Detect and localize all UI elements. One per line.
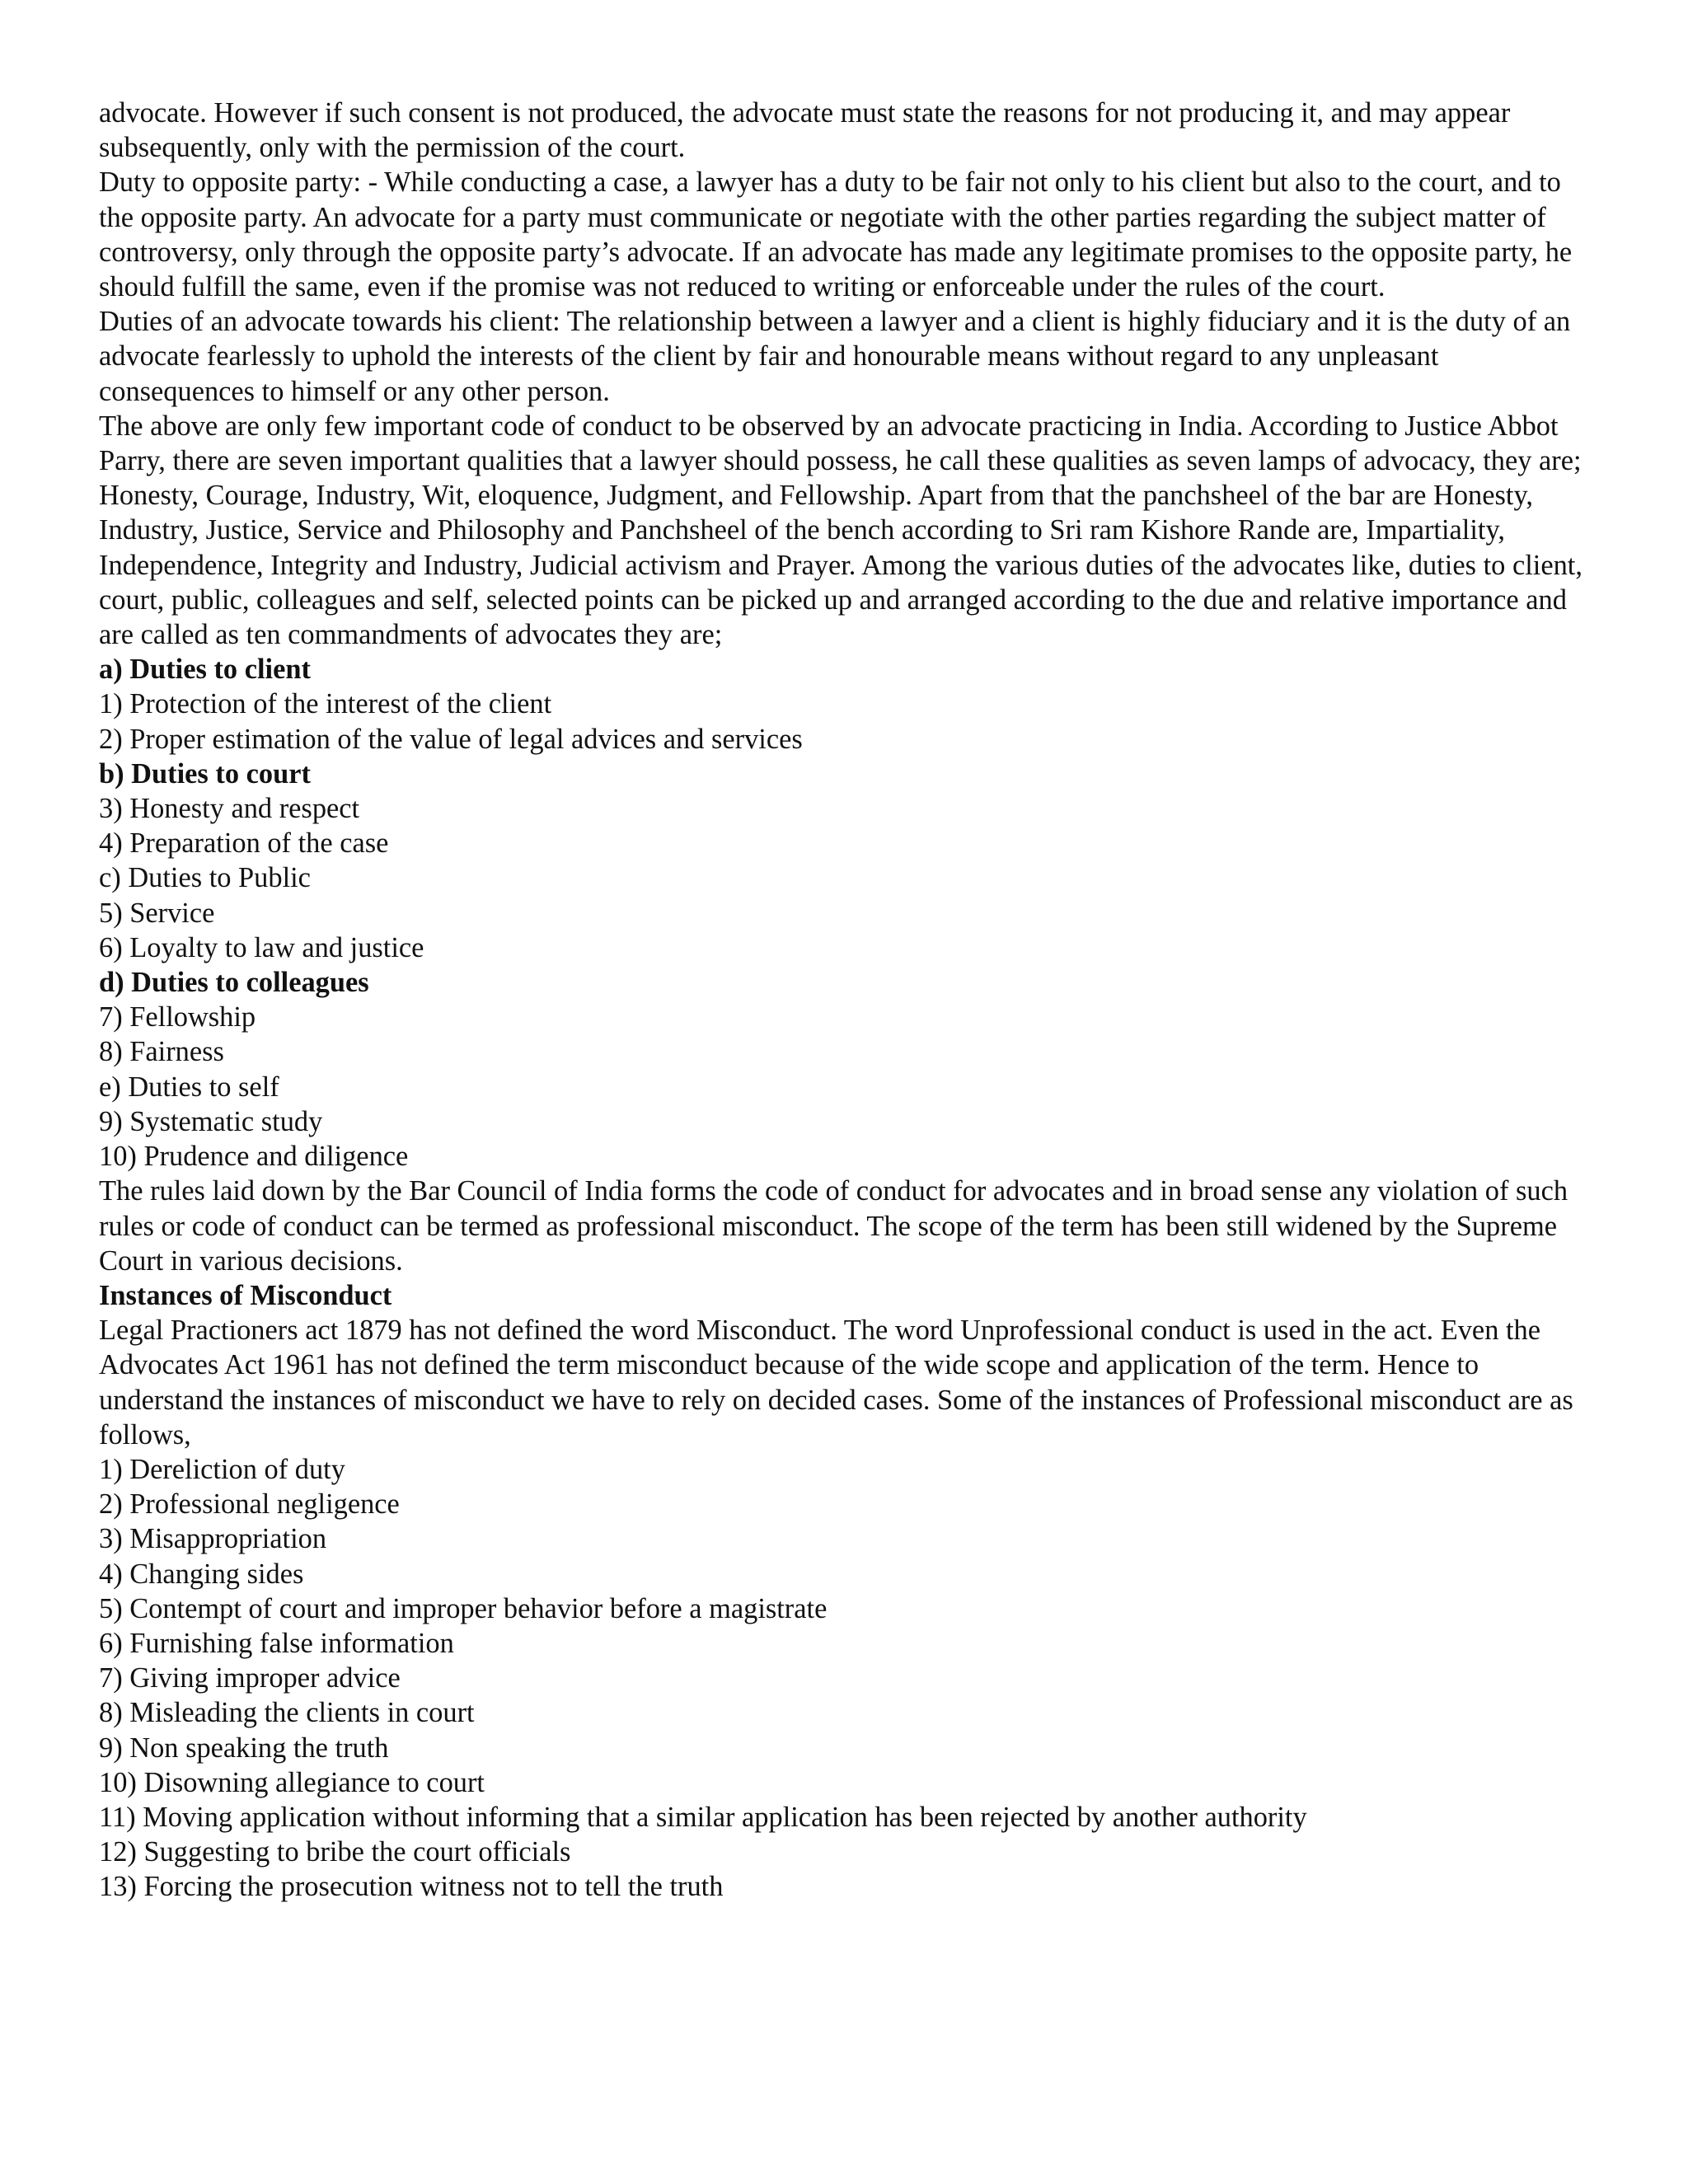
document-page: [99, 96, 1582, 1905]
list-item: 3) Misappropriation: [99, 1523, 327, 1555]
heading-duties-to-client: a) Duties to client: [99, 654, 311, 686]
list-instances-of-misconduct: [99, 1452, 1582, 1905]
list-item: 6) Loyalty to law and justice: [99, 931, 424, 963]
list-item: 7) Fellowship: [99, 1001, 256, 1033]
list-item: 1) Dereliction of duty: [99, 1453, 345, 1485]
list-item: 6) Furnishing false information: [99, 1627, 454, 1659]
list-item: 2) Professional negligence: [99, 1488, 400, 1521]
list-item: 10) Disowning allegiance to court: [99, 1766, 485, 1798]
list-item: 5) Contempt of court and improper behavior before a magistrate: [99, 1592, 828, 1624]
list-item: 13) Forcing the prosecution witness not to tell the truth: [99, 1871, 724, 1903]
paragraph-duty-opposite-party: Duty to opposite party: - While conducting a case, a lawyer has a duty to be fair not only to his client but also to the court, and to the opposite party. An advocate for a party must communicate or negotiate with the other parties regarding the subject matter of controversy, only through the opposite party’s advocate. If an advocate has made any legitimate promises to the opposite party, he should fulfill the same, even if the promise was not reduced to writing or enforceable under the rules of the court.: [99, 166, 1573, 303]
list-item: 1) Protection of the interest of the client: [99, 688, 552, 720]
list-item: 11) Moving application without informing that a similar application has been rejected by another authority: [99, 1801, 1307, 1833]
heading-duties-to-court: b) Duties to court: [99, 757, 311, 790]
paragraph-consent: advocate. However if such consent is not produced, the advocate must state the reasons for not producing it, and may appear subsequently, only with the permission of the court.: [99, 97, 1511, 164]
paragraph-bar-council-rules: The rules laid down by the Bar Council of India forms the code of conduct for advocates and in broad sense any violation of such rules or code of conduct can be termed as professional misconduct. The scope of the term has been still widened by the Supreme Court in various decisions.: [99, 1175, 1568, 1277]
heading-duties-to-self: e) Duties to self: [99, 1071, 279, 1103]
list-duties-to-self: [99, 1104, 1582, 1174]
list-duties-to-client: [99, 687, 1582, 756]
list-item: 8) Fairness: [99, 1036, 224, 1068]
paragraph-seven-lamps: The above are only few important code of conduct to be observed by an advocate practicing in India. According to Justice Abbot Parry, there are seven important qualities that a lawyer should possess, he call these qualities as seven lamps of advocacy, they are; Honesty, Courage, Industry, Wit, eloquence, Judgment, and Fellowship. Apart from that the panchsheel of the bar are Honesty, Industry, Justice, Service and Philosophy and Panchsheel of the bench according to Sri ram Kishore Rande are, Impartiality, Independence, Integrity and Industry, Judicial activism and Prayer. Among the various duties of the advocates like, duties to client, court, public, colleagues and self, selected points can be picked up and arranged according to the due and relative importance and are called as ten commandments of advocates they are;: [99, 410, 1582, 651]
heading-instances-of-misconduct: Instances of Misconduct: [99, 1279, 392, 1311]
list-item: 4) Preparation of the case: [99, 827, 389, 860]
list-item: 12) Suggesting to bribe the court officials: [99, 1836, 571, 1868]
list-item: 2) Proper estimation of the value of legal advices and services: [99, 723, 803, 755]
list-duties-to-public: [99, 896, 1582, 965]
heading-duties-to-public: c) Duties to Public: [99, 862, 311, 894]
paragraph-legal-practioners-act: Legal Practioners act 1879 has not defined the word Misconduct. The word Unprofessional conduct is used in the act. Even the Advocates Act 1961 has not defined the term misconduct because of the wide scope and application of the term. Hence to understand the instances of misconduct we have to rely on decided cases. Some of the instances of Professional misconduct are as follows,: [99, 1315, 1573, 1451]
list-item: 10) Prudence and diligence: [99, 1141, 409, 1173]
list-duties-to-court: [99, 791, 1582, 860]
heading-duties-to-colleagues: d) Duties to colleagues: [99, 967, 369, 999]
list-duties-to-colleagues: [99, 1000, 1582, 1069]
list-item: 7) Giving improper advice: [99, 1662, 401, 1694]
list-item: 5) Service: [99, 897, 215, 929]
list-item: 4) Changing sides: [99, 1558, 304, 1590]
paragraph-duty-to-client: Duties of an advocate towards his client: The relationship between a lawyer and a client is highly fiduciary and it is the duty of an advocate fearlessly to uphold the interests of the client by fair and honourable means without regard to any unpleasant consequences to himself or any other person.: [99, 306, 1571, 407]
list-item: 3) Honesty and respect: [99, 793, 360, 825]
list-item: 8) Misleading the clients in court: [99, 1697, 475, 1729]
list-item: 9) Systematic study: [99, 1105, 323, 1137]
list-item: 9) Non speaking the truth: [99, 1732, 389, 1764]
